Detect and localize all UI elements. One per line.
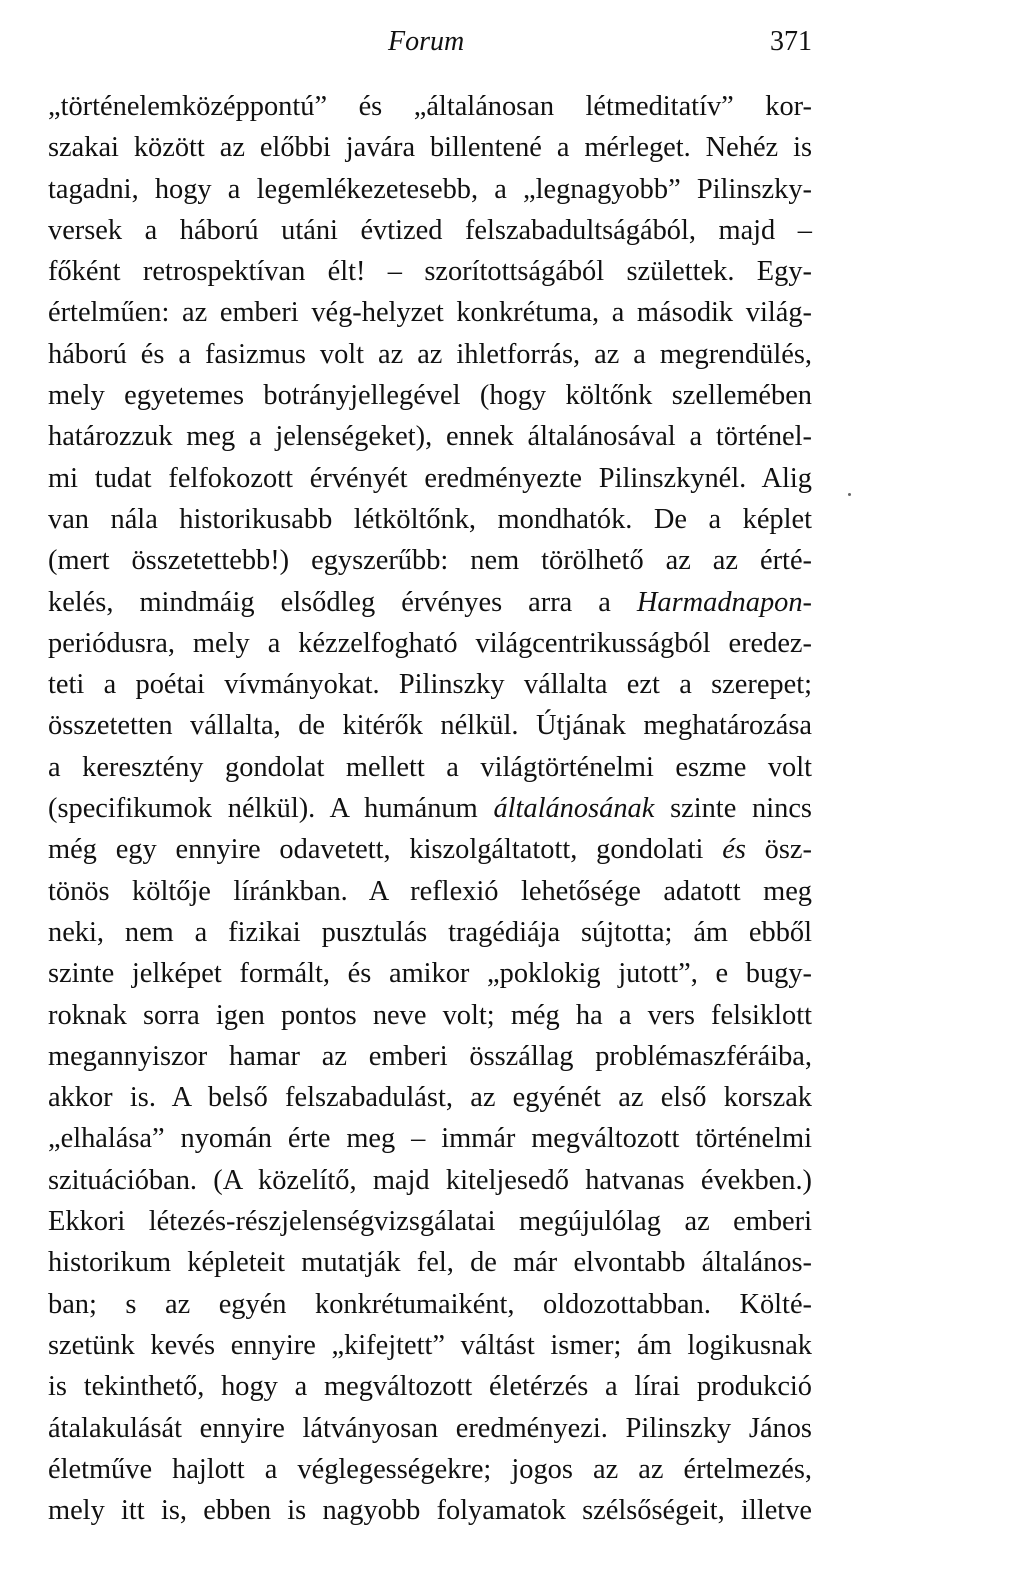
page-number: 371 <box>770 26 812 57</box>
stray-ink-mark <box>848 493 851 496</box>
text-line: háború és a fasizmus volt az az ihletforrás, az a megrendülés, <box>48 338 812 370</box>
text-line: teti a poétai vívmányokat. Pilinszky vállalta ezt a szerepet; <box>48 669 812 701</box>
text-line: versek a háború utáni évtized felszabadultságából, majd – <box>48 214 812 246</box>
italic-title: Harmadnapon- <box>636 586 812 618</box>
text-line: van nála historikusabb létköltőnk, mondhatók. De a képlet <box>48 503 812 535</box>
text-line: tagadni, hogy a legemlékezetesebb, a „legnagyobb” Pilinszky- <box>48 173 812 205</box>
text-line: értelműen: az emberi vég-helyzet konkrétuma, a második világ- <box>48 297 812 329</box>
text-line: „történelemközéppontú” és „általánosan létmeditatív” kor- <box>48 91 812 122</box>
text-line: szetünk kevés ennyire „kifejtett” váltást ismer; ám logikusnak <box>48 1329 812 1361</box>
text-line <box>48 582 812 623</box>
text-span: ösz- <box>745 834 812 866</box>
text-line: határozzuk meg a jelenségeket), ennek általánosával a történel- <box>48 421 812 453</box>
text-line: átalakulását ennyire látványosan eredményezi. Pilinszky János <box>48 1412 812 1444</box>
text-line <box>48 829 812 870</box>
text-line <box>48 788 812 829</box>
text-span: szinte nincs <box>654 793 812 825</box>
text-line: szakai között az előbbi javára billentené a mérleget. Nehéz is <box>48 132 812 164</box>
running-header-title: Forum <box>388 26 465 57</box>
text-line: ban; s az egyén konkrétumaiként, oldozottabban. Költé- <box>48 1288 812 1320</box>
text-line: összetetten vállalta, de kitérők nélkül. Útjának meghatározása <box>48 710 812 742</box>
text-line: főként retrospektívan élt! – szorítottságából születtek. Egy- <box>48 256 812 288</box>
text-line: Ekkori létezés-részjelenségvizsgálatai megújulólag az emberi <box>48 1206 812 1238</box>
text-line: neki, nem a fizikai pusztulás tragédiája sújtotta; ám ebből <box>48 916 812 948</box>
text-line: életműve hajlott a véglegességekre; jogos az az értelmezés, <box>48 1453 812 1485</box>
text-span: még egy ennyire odavetett, kiszolgáltatott, gondolati <box>48 834 723 866</box>
text-span: kelés, mindmáig elsődleg érvényes arra a <box>48 586 637 618</box>
text-line: historikum képleteit mutatják fel, de már elvontabb általános- <box>48 1247 812 1279</box>
text-line: is tekinthető, hogy a megváltozott életérzés a lírai produkció <box>48 1371 812 1403</box>
text-line: mely egyetemes botrányjellegével (hogy költőnk szellemében <box>48 380 812 412</box>
text-line: a keresztény gondolat mellett a világtörténelmi eszme volt <box>48 751 812 783</box>
italic-word: általánosának <box>493 793 655 825</box>
text-line: (mert összetettebb!) egyszerűbb: nem törölhető az az érté- <box>48 545 812 577</box>
text-line: tönös költője líránkban. A reflexió lehetősége adatott meg <box>48 875 812 907</box>
text-line: mely itt is, ebben is nagyobb folyamatok szélsőségeit, illetve <box>48 1495 812 1527</box>
text-line: mi tudat felfokozott érvényét eredményezte Pilinszkynél. Alig <box>48 462 812 494</box>
text-line: megannyiszor hamar az emberi összállag problémaszféráiba, <box>48 1040 812 1072</box>
document-page <box>48 0 812 1576</box>
text-line: szinte jelképet formált, és amikor „poklokig jutott”, e bugy- <box>48 958 812 990</box>
text-line: akkor is. A belső felszabadulást, az egyénét az első korszak <box>48 1082 812 1114</box>
text-line: „elhalása” nyomán érte meg – immár megváltozott történelmi <box>48 1123 812 1155</box>
body-text <box>48 86 812 1531</box>
text-line: roknak sorra igen pontos neve volt; még ha a vers felsiklott <box>48 999 812 1031</box>
text-line: szituációban. (A közelítő, majd kiteljesedő hatvanas években.) <box>48 1164 812 1196</box>
running-header <box>48 22 812 62</box>
italic-word: és <box>722 834 746 866</box>
text-line: periódusra, mely a kézzelfogható világcentrikusságból eredez- <box>48 627 812 659</box>
text-span: (specifikumok nélkül). A humánum <box>48 793 494 825</box>
